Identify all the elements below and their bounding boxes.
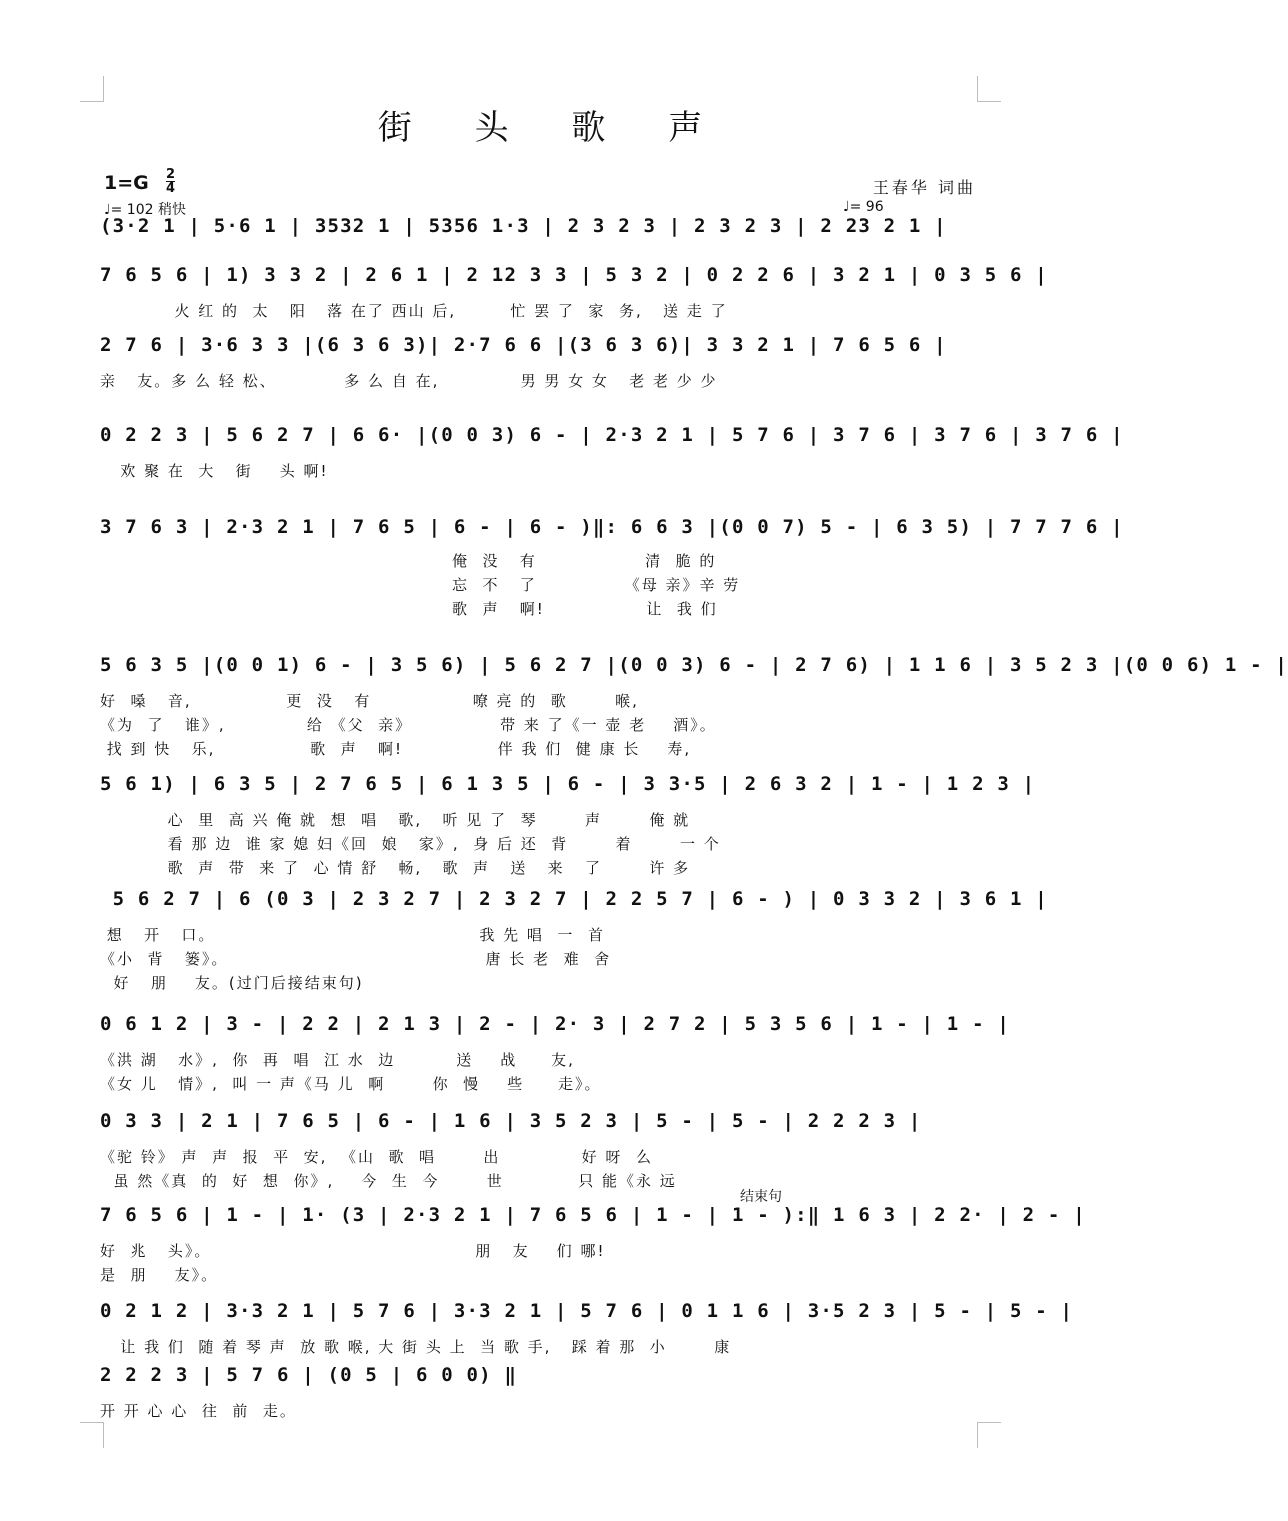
lyric-line: 是 朋 友》。 bbox=[100, 1266, 219, 1284]
crop-mark bbox=[977, 76, 978, 102]
notation-line: 0 6 1 2 | 3 - | 2 2 | 2 1 3 | 2 - | 2· 3 | 2 7 2 | 5 3 5 6 | 1 - | 1 - | bbox=[100, 1013, 1011, 1035]
key-signature: 1=G bbox=[104, 172, 149, 194]
notation-line: 0 2 2 3 | 5 6 2 7 | 6 6· |(0 0 3) 6 - | 2·3 2 1 | 5 7 6 | 3 7 6 | 3 7 6 | 3 7 6 | bbox=[100, 424, 1124, 446]
time-signature bbox=[166, 168, 175, 195]
tempo-marking-main: ♩= 96 bbox=[843, 199, 884, 215]
lyric-line: 好 嗓 音, 更 没 有 嘹 亮 的 歌 喉, bbox=[100, 692, 639, 710]
lyric-line: 看 那 边 谁 家 媳 妇《回 娘 家》, 身 后 还 背 着 一 个 bbox=[100, 835, 721, 853]
page-title: 街 头 歌 声 bbox=[377, 108, 729, 148]
lyric-line: 《洪 湖 水》, 你 再 唱 江 水 边 送 战 友, bbox=[100, 1051, 575, 1069]
lyric-line: 心 里 高 兴 俺 就 想 唱 歌, 听 见 了 琴 声 俺 就 bbox=[100, 811, 691, 829]
lyric-line: 《为 了 谁》, 给 《父 亲》 带 来 了《一 壶 老 酒》。 bbox=[100, 716, 717, 734]
time-signature-bottom: 4 bbox=[166, 181, 176, 196]
lyric-line: 虽 然《真 的 好 想 你》, 今 生 今 世 只 能《永 远 bbox=[100, 1172, 677, 1190]
crop-mark bbox=[103, 76, 104, 102]
notation-line: 3 7 6 3 | 2·3 2 1 | 7 6 5 | 6 - | 6 - )‖: 6 6 3 |(0 0 7) 5 - | 6 3 5) | 7 7 7 6 | bbox=[100, 516, 1124, 538]
notation-line: 2 2 2 3 | 5 7 6 | (0 5 | 6 0 0) ‖ bbox=[100, 1364, 518, 1386]
lyric-line: 《小 背 篓》。 唐 长 老 难 舍 bbox=[100, 950, 612, 968]
time-signature-top: 2 bbox=[166, 167, 176, 182]
lyric-line: 火 红 的 太 阳 落 在了 西山 后, 忙 罢 了 家 务, 送 走 了 bbox=[100, 302, 728, 320]
composer-credit: 王春华 词曲 bbox=[872, 178, 976, 197]
ending-label: 结束句 bbox=[740, 1189, 782, 1205]
notation-line: 7 6 5 6 | 1) 3 3 2 | 2 6 1 | 2 12 3 3 | 5 3 2 | 0 2 2 6 | 3 2 1 | 0 3 5 6 | bbox=[100, 264, 1048, 286]
crop-mark bbox=[103, 1422, 104, 1448]
lyric-line: 俺 没 有 清 脆 的 bbox=[100, 552, 717, 570]
lyric-line: 欢 聚 在 大 街 头 啊! bbox=[100, 462, 329, 480]
lyric-line: 忘 不 了 《母 亲》辛 劳 bbox=[100, 576, 741, 594]
crop-mark bbox=[977, 1422, 978, 1448]
notation-line: 7 6 5 6 | 1 - | 1· (3 | 2·3 2 1 | 7 6 5 6 | 1 - | 1 - ):‖ 1 6 3 | 2 2· | 2 - | bbox=[100, 1204, 1086, 1226]
lyric-line: 想 开 口。 我 先 唱 一 首 bbox=[100, 926, 605, 944]
lyric-line: 《女 儿 情》, 叫 一 声《马 儿 啊 你 慢 些 走》。 bbox=[100, 1075, 602, 1093]
lyric-line: 让 我 们 随 着 琴 声 放 歌 喉, 大 街 头 上 当 歌 手, 踩 着 那 小 康 bbox=[100, 1338, 732, 1356]
lyric-line: 好 朋 友。(过门后接结束句) bbox=[100, 974, 364, 992]
lyric-line: 开 开 心 心 往 前 走。 bbox=[100, 1402, 297, 1420]
lyric-line: 歌 声 啊! 让 我 们 bbox=[100, 600, 718, 618]
notation-line: 0 2 1 2 | 3·3 2 1 | 5 7 6 | 3·3 2 1 | 5 7 6 | 0 1 1 6 | 3·5 2 3 | 5 - | 5 - | bbox=[100, 1300, 1074, 1322]
notation-line: 5 6 2 7 | 6 (0 3 | 2 3 2 7 | 2 3 2 7 | 2 2 5 7 | 6 - ) | 0 3 3 2 | 3 6 1 | bbox=[100, 888, 1048, 910]
notation-line: (3·2 1 | 5·6 1 | 3532 1 | 5356 1·3 | 2 3 2 3 | 2 3 2 3 | 2 23 2 1 | bbox=[100, 215, 947, 237]
lyric-line: 《驼 铃》 声 声 报 平 安, 《山 歌 唱 出 好 呀 么 bbox=[100, 1148, 653, 1166]
notation-line: 5 6 1) | 6 3 5 | 2 7 6 5 | 6 1 3 5 | 6 - | 3 3·5 | 2 6 3 2 | 1 - | 1 2 3 | bbox=[100, 773, 1036, 795]
lyric-line: 歌 声 带 来 了 心 情 舒 畅, 歌 声 送 来 了 许 多 bbox=[100, 859, 691, 877]
lyric-line: 找 到 快 乐, 歌 声 啊! 伴 我 们 健 康 长 寿, bbox=[100, 740, 692, 758]
crop-mark bbox=[977, 1422, 1001, 1423]
crop-mark bbox=[80, 1422, 104, 1423]
notation-line: 0 3 3 | 2 1 | 7 6 5 | 6 - | 1 6 | 3 5 2 3 | 5 - | 5 - | 2 2 2 3 | bbox=[100, 1110, 922, 1132]
lyric-line: 好 兆 头》。 朋 友 们 哪! bbox=[100, 1242, 606, 1260]
notation-line: 5 6 3 5 |(0 0 1) 6 - | 3 5 6) | 5 6 2 7 |(0 0 3) 6 - | 2 7 6) | 1 1 6 | 3 5 2 3 |(0 0 6) 1 - | bbox=[100, 654, 1288, 676]
tempo-marking-intro: ♩= 102 稍快 bbox=[104, 202, 186, 218]
notation-line: 2 7 6 | 3·6 3 3 |(6 3 6 3)| 2·7 6 6 |(3 6 3 6)| 3 3 2 1 | 7 6 5 6 | bbox=[100, 334, 947, 356]
lyric-line: 亲 友。多 么 轻 松、 多 么 自 在, 男 男 女 女 老 老 少 少 bbox=[100, 372, 718, 390]
